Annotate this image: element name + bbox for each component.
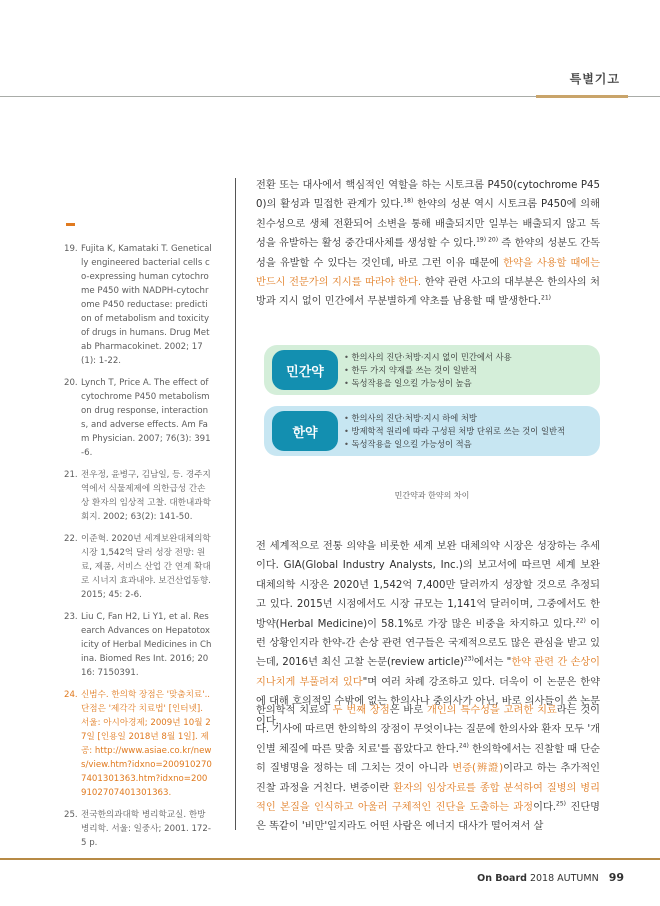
highlighted-text: 개인의 특수성을 고려한 치료 [426,705,557,716]
figure-row-folk-medicine [264,345,600,395]
figure-row-list [344,412,565,451]
figure-list-item: • 한의사의 진단·처방·지시 하에 처방 [344,412,565,425]
text-run: 즉 한약의 성분도 간독성을 유발할 수 있다는 것인데, 바로 그런 이유 때문에 [256,238,600,269]
reference-text: Lynch T, Price A. The effect of cytochrome P450 metabolism on drug response, interactions, and adverse effects. Am Fam Physician. 2007; 76(3): 391-6. [81,378,211,458]
figure-list-item: • 독성작용을 일으킬 가능성이 높음 [344,377,512,390]
figure-row-herbal-medicine [264,406,600,456]
text-run: 이런 상황인지라 한약-간 손상 관련 연구들은 국제적으로도 많은 관심을 받고 있는데, 2016년 최신 고찰 논문(review article) [256,618,600,669]
text-run: 이라고 하는 추가적인 진찰 과정을 거친다. 변증이란 [256,763,600,794]
references-marker [66,223,75,226]
text-run: 전 세계적으로 전통 의약을 비롯한 세계 보완 대체의약 시장은 성장하는 추세이다. GIA(Global Industry Analysts, Inc.)의 보고서에 따르면 세계 보완 대체의학 시장은 2020년 1,542억 7,400만 달러까지 성장할 것으로 추정되고 있다. 2015년 시점에서도 시장 규모는 1,141억 달러이며, 그중에서도 한방약(Herbal Medicine)이 58.1%로 가장 많은 비중을 차지하고 있다. [256,541,600,630]
citation-superscript: 22) [575,617,586,625]
highlighted-text: 환자의 임상자료를 종합 분석하여 질병의 병리적인 본질을 인식하고 아울러 구체적인 진단을 도출하는 과정 [256,782,600,814]
footer-rule [0,858,660,860]
reference-item [64,242,212,368]
page-number: 99 [608,871,624,884]
header-rule-accent [536,95,628,98]
body-paragraph-1 [256,176,600,312]
text-run: 에서는 " [473,657,512,669]
text-run: 은 바로 [389,705,427,716]
citation-superscript: 19) 20) [476,236,499,244]
citation-superscript: 18) [403,198,414,206]
comparison-figure [264,345,600,467]
highlighted-text: 변증(辨證) [452,763,504,775]
reference-item [64,610,212,680]
figure-list-item: • 한의사의 진단·처방·지시 없이 민간에서 사용 [344,351,512,364]
reference-item [64,688,212,800]
figure-list-item: • 방제학적 원리에 따라 구성된 처방 단위로 쓰는 것이 일반적 [344,425,565,438]
reference-number: 25. [64,810,78,820]
figure-list-item: • 독성작용을 일으킬 가능성이 적음 [344,438,565,451]
text-run: 한약의 성분 역시 시토크롬 P450에 의해 친수성으로 생체 전환되어 소변을 통해 배출되지만 일부는 배출되지 않고 독성을 유발하는 활성 중간대사체를 생성할 수 있다. [256,199,600,250]
magazine-name: On Board [477,873,527,884]
highlighted-text: 두 번째 장점 [332,705,390,716]
reference-number: 21. [64,470,78,480]
reference-text: Liu C, Fan H2, Li Y1, et al. Research Advances on Hepatotoxicity of Herbal Medicines in China. Biomed Res Int. 2016; 2016: 7150391. [81,612,212,678]
reference-number: 20. [64,378,78,388]
column-divider [235,178,236,830]
figure-caption: 민간약과 한약의 차이 [394,491,470,500]
reference-number: 19. [64,244,78,254]
citation-superscript: 25) [556,800,567,808]
figure-row-label: 민간약 [272,350,338,390]
citation-superscript: 21) [541,295,551,303]
reference-text: 전우정, 윤병구, 김남일, 등. 경주지역에서 식물제제에 의한급성 간손상 환자의 임상적 고찰. 대한내과학회지. 2002; 63(2): 141-50. [81,470,211,522]
section-label: 특별기고 [569,72,620,86]
text-run: "며 여러 차례 강조하고 있다. 더욱이 이 논문은 한약에 대해 호의적일 수밖에 없는 한의사나 중의사가 아닌, 바로 의사들이 쓴 논문이다. [256,676,600,727]
reference-number: 24. [64,690,78,700]
reference-text: 전국한의과대학 병리학교실. 한방병리학. 서울: 일중사; 2001. 172-5 p. [81,810,211,848]
body-paragraph-3 [256,701,600,837]
citation-superscript: 24) [458,742,469,750]
reference-text: Fujita K, Kamataki T. Genetically engineered bacterial cells co-expressing human cytochrome P450 with NADPH-cytochrome P450 reductase: prediction of metabolism and toxicity of drugs in humans. Drug Metab Pharmacokinet. 2002; 17(1): 1-22. [81,244,212,366]
highlighted-text: 한약을 사용할 때에는 반드시 전문가의 지시를 따라야 한다. [256,257,601,289]
citation-superscript: 23) [463,656,474,664]
text-run: 한의학에서는 진찰할 때 단순히 질병명을 정하는 데 그치는 것이 아니라 [256,743,601,775]
text-run: 라는 것이다. 기사에 따르면 한의학의 장점이 무엇이냐는 질문에 한의사와 환자 모두 '개인별 체질에 따른 맞춤 치료'를 꼽았다고 한다. [256,705,601,755]
highlighted-text: 한약 관련 간 손상이 지나치게 부풀려져 있다 [256,657,600,688]
figure-row-label: 한약 [272,411,338,451]
reference-item [64,376,212,460]
text-run: 전환 또는 대사에서 핵심적인 역할을 하는 시토크롬 P450(cytochrome P450)의 활성과 밀접한 관계가 있다. [256,180,600,211]
text-run: 진단명은 똑같이 '비만'일지라도 어떤 사람은 에너지 대사가 떨어져서 살 [256,802,600,833]
figure-row-list [344,351,512,390]
text-run: 한의학적 치료의 [256,705,333,716]
text-run: 이다. [533,802,557,814]
references-list [64,242,212,858]
issue-label: 2018 AUTUMN [529,873,599,884]
header-rule [0,96,660,97]
page-footer [477,871,624,884]
reference-item [64,468,212,524]
reference-item [64,808,212,850]
reference-item [64,532,212,602]
reference-number: 22. [64,534,78,544]
text-run: 한약 관련 사고의 대부분은 한의사의 처방과 지시 없이 민간에서 무분별하게 약초를 남용할 때 발생한다. [256,277,601,308]
reference-text: 이준혁. 2020년 세계보완대체의학시장 1,542억 달러 성장 전망: 원료, 제품, 서비스 산업 간 연계 확대로 시너지 효과내야. 보건산업동향. 2015; 45: 2-6. [81,534,211,600]
reference-number: 23. [64,612,78,622]
figure-list-item: • 한두 가지 약재를 쓰는 것이 일반적 [344,364,512,377]
reference-text: 신범수. 한의학 장점은 '맞춤치료'.. 단점은 '제각각 치료법' [인터넷]. 서울: 아시아경제; 2009년 10월 27일 [인용일 2018년 8월 1일]. 제공: http://www.asiae.co.kr/news/view.htm?idxno=2009102707401301363.htm?idxno=2009102707401301363. [81,690,212,798]
